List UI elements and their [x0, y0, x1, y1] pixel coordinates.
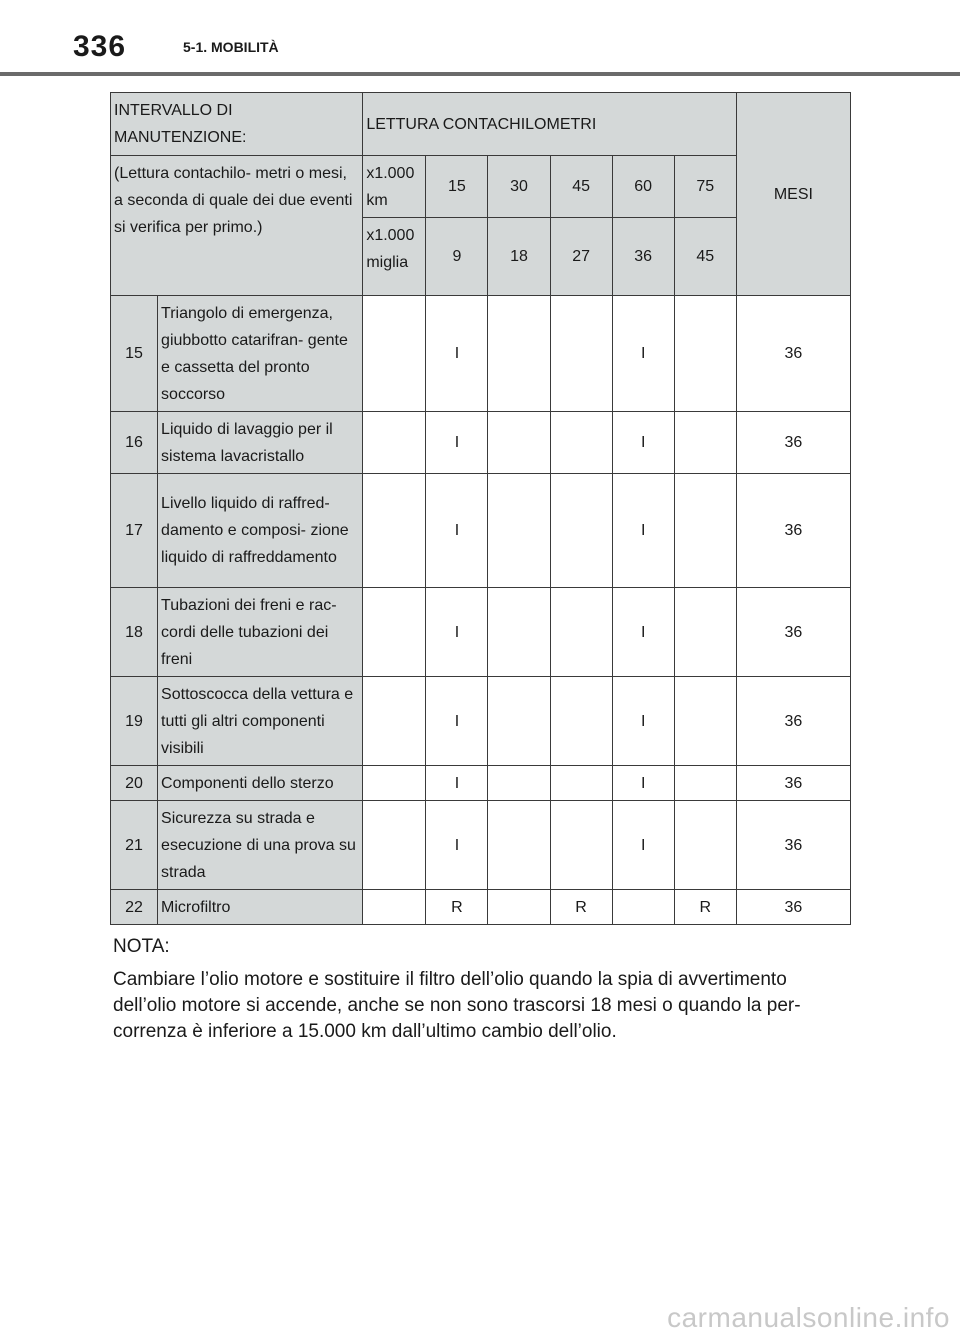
- interval-cell: [674, 801, 736, 890]
- interval-cell: [550, 801, 612, 890]
- row-number: 18: [111, 588, 158, 677]
- months-label: MESI: [736, 93, 850, 296]
- interval-cell: I: [426, 801, 488, 890]
- interval-cell: [674, 766, 736, 801]
- interval-cell: I: [612, 588, 674, 677]
- interval-cell: [550, 588, 612, 677]
- row-months: 36: [736, 677, 850, 766]
- interval-note: (Lettura contachilo- metri o mesi, a seconda di quale dei due eventi si verifica per primo.): [111, 156, 363, 296]
- row-item: Livello liquido di raffred- damento e composi- zione liquido di raffreddamento: [158, 474, 363, 588]
- row-number: 17: [111, 474, 158, 588]
- interval-cell: I: [612, 412, 674, 474]
- interval-cell: [612, 890, 674, 925]
- interval-cell: [488, 890, 550, 925]
- row-number: 20: [111, 766, 158, 801]
- row-number: 16: [111, 412, 158, 474]
- row-months: 36: [736, 588, 850, 677]
- interval-cell: [488, 412, 550, 474]
- interval-cell: [363, 588, 426, 677]
- interval-cell: [550, 412, 612, 474]
- miles-value: 9: [426, 218, 488, 296]
- interval-cell: I: [612, 677, 674, 766]
- interval-cell: [488, 588, 550, 677]
- row-number: 15: [111, 296, 158, 412]
- row-number: 22: [111, 890, 158, 925]
- odometer-label: LETTURA CONTACHILOMETRI: [363, 93, 737, 156]
- table-row: [111, 766, 851, 801]
- interval-cell: [363, 412, 426, 474]
- interval-cell: [488, 766, 550, 801]
- interval-cell: [488, 677, 550, 766]
- table-row: [111, 677, 851, 766]
- table-row: [111, 890, 851, 925]
- interval-cell: I: [612, 474, 674, 588]
- section-title: 5-1. MOBILITÀ: [183, 39, 279, 55]
- interval-cell: I: [426, 677, 488, 766]
- interval-cell: I: [426, 766, 488, 801]
- row-number: 21: [111, 801, 158, 890]
- miles-value: 45: [674, 218, 736, 296]
- table-row: [111, 588, 851, 677]
- interval-cell: I: [612, 766, 674, 801]
- row-number: 19: [111, 677, 158, 766]
- header-row-1: [111, 93, 851, 156]
- interval-cell: [363, 474, 426, 588]
- interval-cell: [550, 677, 612, 766]
- interval-cell: I: [426, 412, 488, 474]
- row-months: 36: [736, 412, 850, 474]
- km-unit: x1.000 km: [363, 156, 426, 218]
- header-rule: [0, 72, 960, 76]
- watermark: carmanualsonline.info: [667, 1302, 950, 1333]
- miles-value: 36: [612, 218, 674, 296]
- interval-cell: [674, 677, 736, 766]
- row-item: Sicurezza su strada e esecuzione di una prova su strada: [158, 801, 363, 890]
- table-row: [111, 801, 851, 890]
- row-months: 36: [736, 890, 850, 925]
- interval-cell: R: [426, 890, 488, 925]
- table-row: [111, 296, 851, 412]
- page-number: 336: [73, 30, 127, 63]
- interval-cell: [550, 474, 612, 588]
- note-text: Cambiare l’olio motore e sostituire il filtro dell’olio quando la spia di avvertimento dell’olio motore si accende, anche se non sono trascorsi 18 mesi o quando la per- correnza è inferiore a 15.000 km dall’ultimo cambio dell’olio.: [113, 969, 801, 1042]
- interval-cell: [488, 474, 550, 588]
- miles-value: 18: [488, 218, 550, 296]
- interval-cell: I: [612, 801, 674, 890]
- note-title: NOTA:: [113, 936, 170, 957]
- interval-cell: I: [426, 474, 488, 588]
- interval-cell: I: [426, 296, 488, 412]
- interval-cell: [674, 474, 736, 588]
- interval-cell: R: [550, 890, 612, 925]
- table-row: [111, 412, 851, 474]
- km-value: 75: [674, 156, 736, 218]
- miles-value: 27: [550, 218, 612, 296]
- row-item: Liquido di lavaggio per il sistema lavacristallo: [158, 412, 363, 474]
- row-item: Componenti dello sterzo: [158, 766, 363, 801]
- interval-cell: [363, 801, 426, 890]
- table-row: [111, 474, 851, 588]
- row-months: 36: [736, 766, 850, 801]
- interval-cell: [363, 296, 426, 412]
- interval-cell: [674, 588, 736, 677]
- row-item: Triangolo di emergenza, giubbotto catarifran- gente e cassetta del pronto soccorso: [158, 296, 363, 412]
- interval-cell: [488, 801, 550, 890]
- note-block: [113, 934, 853, 1045]
- row-item: Microfiltro: [158, 890, 363, 925]
- row-months: 36: [736, 474, 850, 588]
- interval-cell: [363, 677, 426, 766]
- km-value: 60: [612, 156, 674, 218]
- interval-cell: R: [674, 890, 736, 925]
- interval-cell: [488, 296, 550, 412]
- interval-cell: [363, 890, 426, 925]
- interval-label: INTERVALLO DI MANUTENZIONE:: [111, 93, 363, 156]
- maintenance-table: [110, 92, 851, 925]
- row-item: Tubazioni dei freni e rac- cordi delle tubazioni dei freni: [158, 588, 363, 677]
- km-value: 15: [426, 156, 488, 218]
- interval-cell: [674, 296, 736, 412]
- km-value: 30: [488, 156, 550, 218]
- interval-cell: [363, 766, 426, 801]
- row-months: 36: [736, 296, 850, 412]
- interval-cell: [674, 412, 736, 474]
- maintenance-table-body: [111, 93, 851, 925]
- row-item: Sottoscocca della vettura e tutti gli altri componenti visibili: [158, 677, 363, 766]
- row-months: 36: [736, 801, 850, 890]
- km-value: 45: [550, 156, 612, 218]
- interval-cell: I: [612, 296, 674, 412]
- interval-cell: I: [426, 588, 488, 677]
- interval-cell: [550, 296, 612, 412]
- miles-unit: x1.000 miglia: [363, 218, 426, 296]
- interval-cell: [550, 766, 612, 801]
